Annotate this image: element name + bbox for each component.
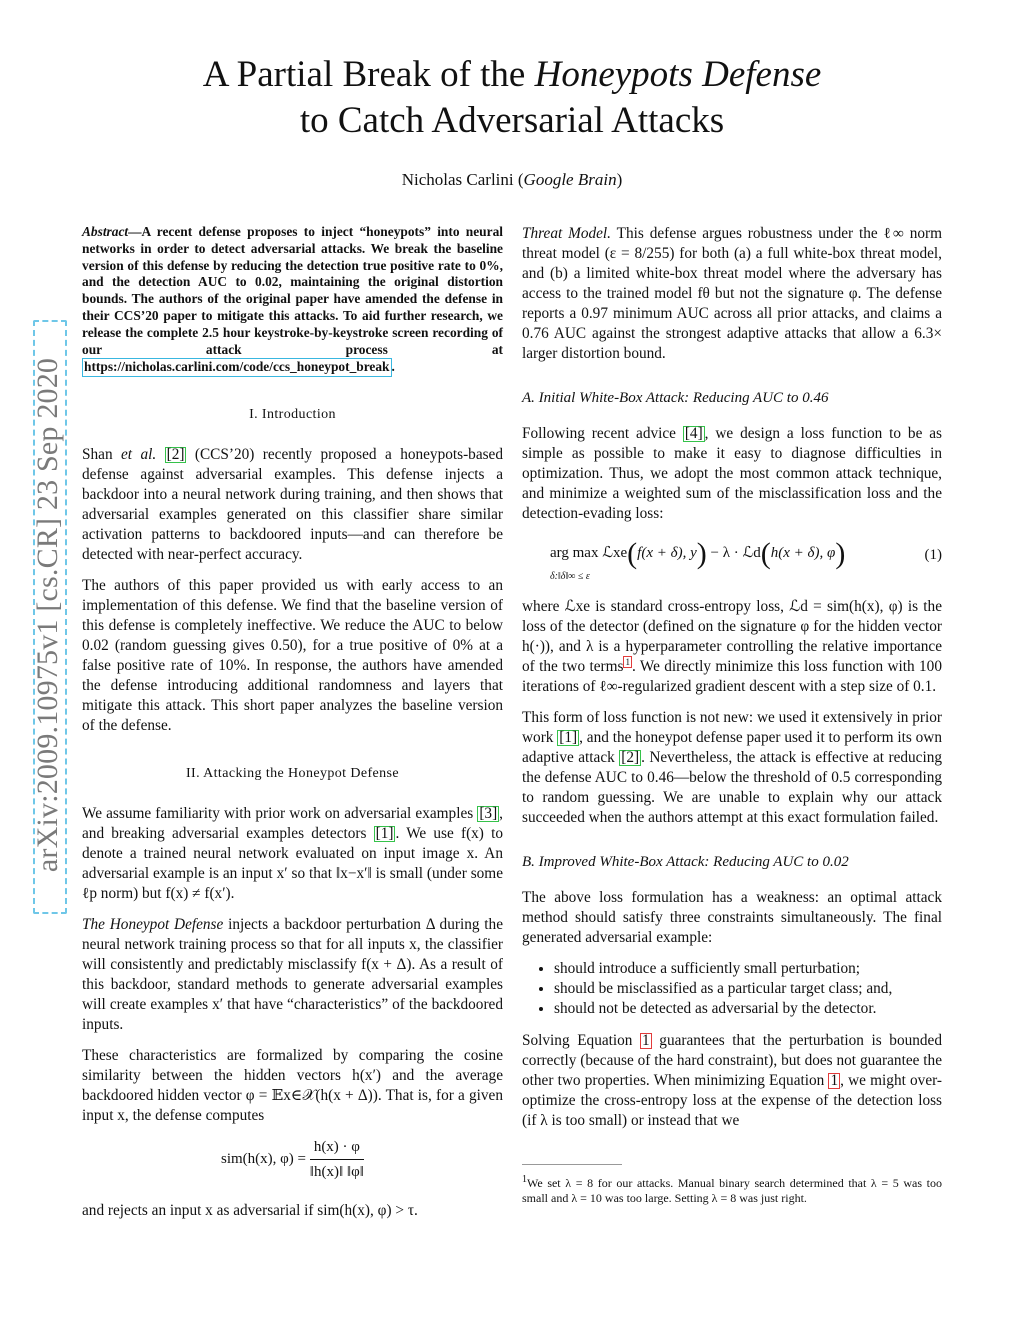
honeypot-paragraph [82,915,503,1035]
eq-lhs: sim(h(x), φ) = [220,1151,310,1168]
reject-paragraph: and rejects an input x as adversarial if sim(h(x), φ) > τ. [82,1202,418,1220]
intro-p1-rest: (CCS’20) recently proposed a honeypots-based defense against adversarial examples. This defense injects a backdoor into a neural network during training, and then shows that adversarial examples generated on this classifier share similar activation patterns to backdoored inputs—and can therefore be detected with near-perfect accuracy. [82,446,503,564]
footnote-text: We set λ = 8 for our attacks. Manual binary search determined that λ = 5 was too small and λ = 10 was too large. Setting λ = 8 was just right. [522,1176,942,1205]
a-p1-start: Following recent advice [522,425,683,442]
eq1-argmax: arg max ℒxe [550,545,628,561]
title-line1-italic: Honeypots Defense [534,54,822,95]
a-p2-rest: . We directly minimize this loss function with 100 iterations of ℓ∞-regularized gradient descent with a step size of 0.1. [522,658,942,695]
eq1-term2: h(x + δ), φ [770,545,836,561]
footnote-number: 1 [522,1174,527,1185]
list-item: • should introduce a sufficiently small perturbation; [554,959,942,979]
equation-ref-link[interactable]: 1 [830,1072,839,1089]
loss-equation [522,535,942,587]
author-close: ) [616,170,623,189]
eq1-close-paren-2: ) [835,537,846,570]
citation-link[interactable]: [4] [684,425,703,442]
similarity-equation [82,1137,503,1191]
equation-ref-link[interactable]: 1 [642,1032,650,1049]
subsection-a-paragraph-2 [522,597,942,697]
attack-paragraph-1 [82,804,503,904]
eq1-open-paren-2: ( [760,537,771,570]
a-p3-rest: . Nevertheless, the attack is effective at reducing the defense AUC to 0.46—below the threshold of 0.5 corresponding to random guessing. We are unable to explain why our attack succeeded when the authors attempt at this exact formulation failed. [522,749,942,826]
section-heading-introduction: I. Introduction [249,407,336,423]
eq1-body [550,537,846,570]
title-line1-plain: A Partial Break of the [202,54,535,95]
subsection-heading-a: A. Initial White-Box Attack: Reducing AUC to 0.46 [522,390,829,406]
list-item: • should be misclassified as a particular target class; and, [554,979,942,999]
citation-link[interactable]: [2] [166,446,185,464]
eq1-constraint: δ:‖δ‖∞ ≤ ε [550,571,590,582]
abstract-end: . [391,359,395,375]
eq1-number: (1) [924,547,942,563]
a-p3-start: This form of loss function is not new: we used it extensively in prior work [522,709,942,746]
threat-lead: Threat Model. [522,225,612,242]
citation-link[interactable]: [1] [375,825,394,843]
attack-p1-start: We assume familiarity with prior work on adversarial examples [82,805,478,823]
eq1-term1: f(x + δ), y [637,545,697,561]
a-p2-start: where ℒxe is standard cross-entropy loss, ℒd = sim(h(x), φ) is the loss of the detector (defined on the signature φ for the hidden vector h(·)), and λ is a hyperparameter controlling the relative importance of the two terms [522,598,942,675]
eq1-detector: − λ · ℒd [706,545,761,561]
author-name: Nicholas Carlini ( [401,170,524,189]
a-p1-rest: , we design a loss function to be as simple as possible to make it easy to diagnose difficulties in optimization. Thus, we adopt the most common attack technique, and minimize a weighted sum of the misclassification loss and the detection-evading loss: [522,425,942,522]
intro-p1-start: Shan [82,446,122,464]
honeypot-lead: The Honeypot Defense [82,916,224,934]
footnote [522,1172,942,1206]
eq-numerator: h(x) · φ [310,1137,364,1160]
author-affiliation: Google Brain [523,170,617,189]
eq-denominator: ‖h(x)‖ ‖φ‖ [309,1164,365,1181]
subsection-heading-b: B. Improved White-Box Attack: Reducing AUC to 0.02 [522,854,849,870]
b-p2-mid: guarantees that the perturbation is bounded correctly (because of the hard constraint), but does not guarantee the other two properties. When minimizing Equation [522,1032,942,1089]
footnote-rule [522,1164,622,1165]
subsection-b-paragraph-2 [522,1031,942,1131]
threat-model-paragraph [522,224,942,364]
author-line [0,170,1024,190]
abstract-label: Abstract [82,224,129,239]
b-p2-rest: , we might over-optimize the cross-entropy loss at the expense of the detection loss (if λ is too small) or instead that we [522,1072,942,1129]
b-p2-start: Solving Equation [522,1032,641,1049]
honeypot-text: injects a backdoor perturbation Δ during the neural network training process so that for all inputs x, the classifier will consistently and predictably misclassify f(x + Δ). As a result of this backdoor, standard methods to generate adversarial examples will create examples x′ that have “characteristics” of the backdoored inputs. [82,916,503,1034]
left-column [82,224,503,1232]
attack-p1-rest: . We use f(x) to denote a trained neural network evaluated on input image x. An adversarial example is an input x′ so that ‖x−x′‖ is small (under some ℓp norm) but f(x) ≠ f(x′). [82,825,503,903]
section-heading-attacking: II. Attacking the Honeypot Defense [185,766,400,782]
title-line2: to Catch Adversarial Attacks [299,100,725,141]
eq-fraction [310,1137,364,1182]
footnote-marker[interactable]: 1 [625,656,630,667]
intro-p1-etal: et al. [121,446,157,464]
intro-paragraph-1 [82,445,503,565]
eq1-close-paren: ) [696,537,707,570]
cosine-paragraph: These characteristics are formalized by comparing the cosine similarity between the hidden vectors h(x′) and the average backdoored hidden vector φ = 𝔼x∈𝒳(h(x + Δ)). That is, for a given input x, the defense computes [82,1047,503,1125]
eq1-open-paren: ( [627,537,638,570]
constraint-list [522,959,942,1019]
recording-link[interactable]: https://nicholas.carlini.com/code/ccs_honeypot_break [82,358,392,377]
citation-link[interactable]: [3] [479,805,498,823]
threat-text: This defense argues robustness under the ℓ∞ norm threat model (ε = 8/255) for both (a) a full white-box threat model, and (b) a limited white-box threat model where the adversary has access to the trained model fθ but not the signature φ. The defense reports a 0.97 minimum AUC across all prior attacks, and claims a 0.76 AUC against the strongest adaptive attacks that allow a 6.3× larger distortion bound. [522,225,942,362]
subsection-a-paragraph-1 [522,424,942,524]
arxiv-identifier[interactable]: arXiv:2009.10975v1 [cs.CR] 23 Sep 2020 [31,357,64,873]
citation-link[interactable]: [1] [559,729,578,746]
attack-p1-mid: , and breaking adversarial examples detectors [82,805,503,843]
subsection-a-paragraph-3 [522,708,942,828]
list-item: • should not be detected as adversarial by the detector. [554,999,942,1019]
abstract [82,224,503,377]
subsection-b-paragraph-1: The above loss formulation has a weakness: an optimal attack method should satisfy three constraints simultaneously. The final generated adversarial example: [522,889,942,946]
paper-title [0,52,1024,144]
abstract-text: —A recent defense proposes to inject “honeypots” into neural networks in order to detect adversarial attacks. We break the baseline version of this defense by reducing the detection true positive rate to 0%, and the detection AUC to 0.02, maintaining the original distortion bounds. The authors of the original paper have amended the defense in their CCS’20 paper to mitigate this attacks. To aid further research, we release the complete 2.5 hour keystroke-by-keystroke screen recording of our attack process at [82,224,503,357]
citation-link[interactable]: [2] [621,749,640,766]
intro-paragraph-2: The authors of this paper provided us with early access to an implementation of this defense. We find that the baseline version of this defense is completely ineffective. We reduce the AUC to below 0.02 (random guessing gives 0.50), for a true positive of 0% at a false positive rate of 10%. In response, the authors have amended the defense introducing additional randomness and layers that mitigate this attack. This short paper analyzes the baseline version of the defense. [82,577,503,735]
a-p3-mid: , and the honeypot defense paper used it to perform its own adaptive attack [522,729,943,766]
right-column [522,224,942,1142]
